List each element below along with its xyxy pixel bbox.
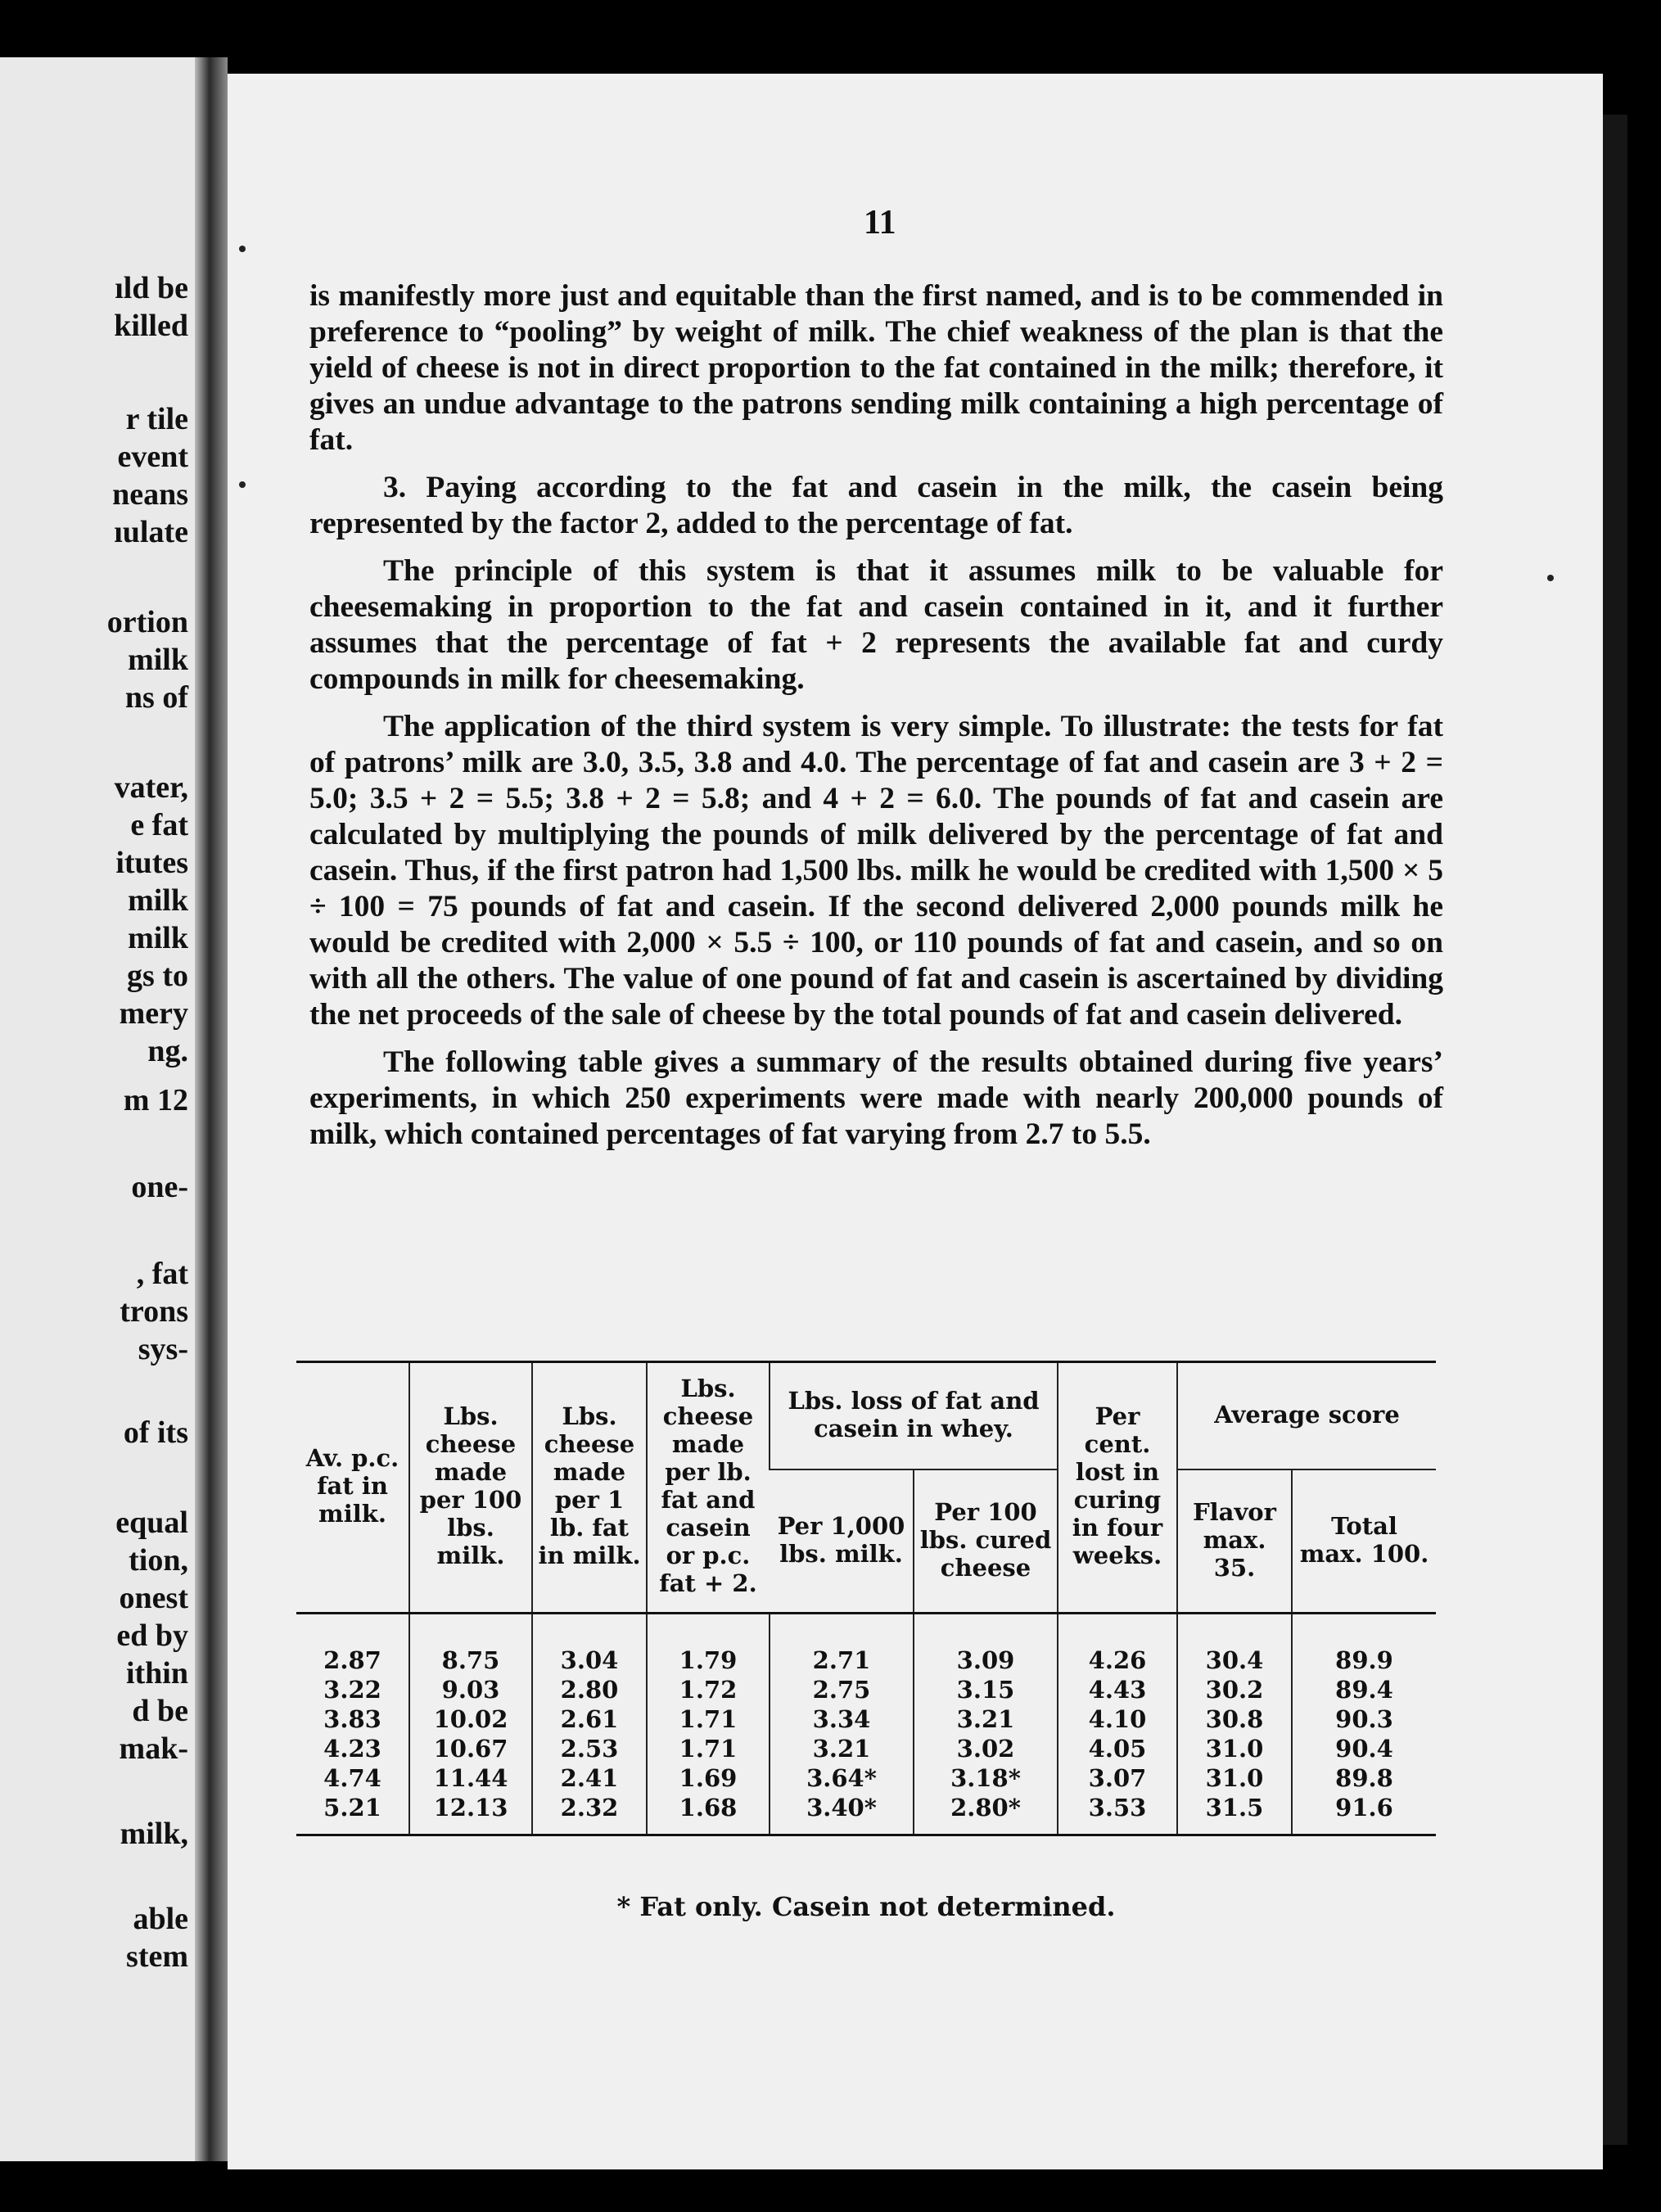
table-cell: 31.0: [1177, 1734, 1292, 1763]
left-page-line: mery: [119, 996, 188, 1031]
table-cell: 9.03: [409, 1675, 532, 1704]
paragraph: The following table gives a summary of the results obtained during five years’ experiments, in which 250 experiments were made with nearly 200,000 pounds of milk, which contained percentages of fat varying from 2.7 to 5.5.: [309, 1045, 1443, 1151]
table-cell: 3.83: [323, 1705, 381, 1733]
table-cell: 31.0: [1177, 1763, 1292, 1793]
table-cell: 30.4: [1177, 1614, 1292, 1676]
table-row: [296, 1734, 1436, 1763]
header-loss-per-1000: Per 1,000 lbs. milk.: [770, 1469, 914, 1613]
left-page-line: vater,: [114, 770, 188, 805]
left-page-line: milk: [128, 643, 188, 677]
header-lbs-cheese-per-1lb-fat: Lbs. cheese made per 1 lb. fat in milk.: [532, 1362, 647, 1614]
table-cell: 2.71: [770, 1614, 914, 1676]
table-cell: 4.05: [1058, 1734, 1177, 1763]
table-cell: 30.8: [1177, 1704, 1292, 1734]
header-av-pc-fat: Av. p.c. fat in milk.: [296, 1362, 409, 1614]
left-page-line: tion,: [129, 1543, 188, 1578]
left-page-line: killed: [114, 309, 188, 343]
table-row: [296, 1614, 1436, 1676]
table-cell: 1.71: [647, 1704, 770, 1734]
table-cell: 3.04: [532, 1614, 647, 1676]
left-page-line: milk: [128, 921, 188, 955]
table-cell: 3.15: [914, 1675, 1058, 1704]
table-cell: 1.71: [647, 1734, 770, 1763]
left-page-line: , fat: [136, 1257, 188, 1291]
table-cell: 11.44: [409, 1763, 532, 1793]
table-cell: 4.10: [1058, 1704, 1177, 1734]
table-cell: 90.3: [1292, 1704, 1436, 1734]
table-cell: 2.80: [532, 1675, 647, 1704]
left-page-line: sys-: [138, 1332, 188, 1366]
table-cell: 10.67: [409, 1734, 532, 1763]
table-cell: 2.32: [532, 1793, 647, 1835]
left-page-line: gs to: [127, 959, 188, 993]
table-cell: 2.87: [323, 1646, 381, 1674]
left-page-line: ithin: [125, 1656, 188, 1691]
left-page-line: d be: [132, 1694, 188, 1728]
table-cell: 4.23: [323, 1735, 381, 1763]
table-cell: 3.53: [1058, 1793, 1177, 1835]
header-total: Total max. 100.: [1292, 1469, 1436, 1613]
left-page-line: milk: [128, 883, 188, 918]
header-loss-per-100-cured: Per 100 lbs. cured cheese: [914, 1469, 1058, 1613]
left-page-line: m 12: [123, 1083, 188, 1117]
table-cell: 89.9: [1292, 1614, 1436, 1676]
table-cell: 1.79: [647, 1614, 770, 1676]
table-cell: 89.4: [1292, 1675, 1436, 1704]
page-number: 11: [864, 204, 896, 242]
table-cell: 3.64*: [770, 1763, 914, 1793]
header-loss-group: Lbs. loss of fat and casein in whey.: [770, 1362, 1058, 1470]
table-cell: 8.75: [409, 1614, 532, 1676]
table-cell: 3.21: [914, 1704, 1058, 1734]
left-page-line: ng.: [147, 1034, 188, 1068]
table-cell: 2.41: [532, 1763, 647, 1793]
page-edge-shadow: [1603, 115, 1627, 2145]
left-page-line: onest: [119, 1581, 188, 1615]
table-cell: 3.21: [770, 1734, 914, 1763]
left-page-line: r tile: [125, 402, 188, 436]
table-cell: 2.53: [532, 1734, 647, 1763]
table-cell: 10.02: [409, 1704, 532, 1734]
table-cell: 30.2: [1177, 1675, 1292, 1704]
table-cell: 4.74: [323, 1764, 381, 1792]
left-page-line: equal: [115, 1506, 188, 1540]
paragraph: 3. Paying according to the fat and casein in the milk, the casein being represented by the factor 2, added to the percentage of fat.: [309, 471, 1443, 540]
left-page-line: itutes: [115, 846, 188, 880]
table-cell: 2.80*: [914, 1793, 1058, 1835]
table-row: [296, 1675, 1436, 1704]
left-page-line: ıld be: [115, 271, 188, 305]
table-cell: 3.07: [1058, 1763, 1177, 1793]
header-per-cent-lost: Per cent. lost in curing in four weeks.: [1058, 1362, 1177, 1614]
paragraph: The principle of this system is that it assumes milk to be valuable for cheesemaking in proportion to the fat and casein contained in it, and it further assumes that the percentage of fat + 2 represents the available fat and curdy compounds in milk for cheesemaking.: [309, 554, 1443, 696]
table-cell: 1.72: [647, 1675, 770, 1704]
book-gutter: [195, 57, 228, 2161]
left-page-line: ortion: [106, 605, 188, 639]
table-body: [296, 1614, 1436, 1835]
left-page-line: stem: [126, 1939, 188, 1974]
body-text: [309, 278, 1443, 1164]
left-page-line: mak-: [119, 1731, 188, 1766]
table-cell: 3.40*: [770, 1793, 914, 1835]
header-flavor: Flavor max. 35.: [1177, 1469, 1292, 1613]
table-cell: 3.18*: [914, 1763, 1058, 1793]
table-cell: 3.09: [914, 1614, 1058, 1676]
table-cell: 1.69: [647, 1763, 770, 1793]
table-cell: 12.13: [409, 1793, 532, 1835]
table-cell: 2.75: [770, 1675, 914, 1704]
results-table: [296, 1361, 1436, 1836]
header-lbs-cheese-per-fat-casein: Lbs. cheese made per lb. fat and casein or p.c. fat + 2.: [647, 1362, 770, 1614]
left-page-line: ed by: [116, 1618, 188, 1653]
table-cell: 5.21: [296, 1793, 409, 1835]
table-cell: 91.6: [1292, 1793, 1436, 1835]
table-cell: 3.02: [914, 1734, 1058, 1763]
left-page-fragment: [0, 57, 195, 2161]
left-page-line: trons: [120, 1294, 188, 1329]
left-page-line: ıulate: [114, 515, 188, 549]
table-cell: 4.43: [1058, 1675, 1177, 1704]
table-cell: 90.4: [1292, 1734, 1436, 1763]
header-score-group: Average score: [1177, 1362, 1436, 1470]
paragraph: is manifestly more just and equitable than the first named, and is to be commended in preference to “pooling” by weight of milk. The chief weakness of the plan is that the yield of cheese is not in direct proportion to the fat contained in the milk; therefore, it gives an undue advantage to the patrons sending milk containing a high percentage of fat.: [309, 279, 1443, 457]
table-row: [296, 1704, 1436, 1734]
left-page-line: able: [133, 1902, 188, 1936]
header-lbs-cheese-per-100: Lbs. cheese made per 100 lbs. milk.: [409, 1362, 532, 1614]
table-cell: 3.34: [770, 1704, 914, 1734]
left-page-line: neans: [112, 477, 188, 512]
left-page-line: one-: [131, 1170, 188, 1204]
table-cell: 1.68: [647, 1793, 770, 1835]
table-cell: 89.8: [1292, 1763, 1436, 1793]
paragraph: The application of the third system is very simple. To illustrate: the tests for fat of patrons’ milk are 3.0, 3.5, 3.8 and 4.0. The percentage of fat and casein are 3 + 2 = 5.0; 3.5 + 2 = 5.5; 3.8 + 2 = 5.8; and 4 + 2 = 6.0. The pounds of fat and casein are calculated by multiplying the pounds of milk delivered by the percentage of fat and casein. Thus, if the first patron had 1,500 lbs. milk he would be credited with 1,500 × 5 ÷ 100 = 75 pounds of fat and casein. If the second delivered 2,000 pounds milk he would be credited with 2,000 × 5.5 ÷ 100, or 110 pounds of fat and casein, and so on with all the others. The value of one pound of fat and casein is ascertained by dividing the net proceeds of the sale of cheese by the total pounds of fat and casein delivered.: [309, 710, 1443, 1032]
table-cell: 2.61: [532, 1704, 647, 1734]
table-cell: 3.22: [323, 1676, 381, 1704]
footnote: * Fat only. Casein not determined.: [616, 1891, 1116, 1922]
table-row: [296, 1763, 1436, 1793]
table-row: [296, 1793, 1436, 1835]
left-page-line: event: [117, 440, 188, 474]
left-page-line: ns of: [124, 680, 188, 715]
table-cell: 31.5: [1177, 1793, 1292, 1835]
left-page-line: of its: [123, 1415, 188, 1450]
left-page-line: e fat: [130, 808, 188, 842]
table-cell: 4.26: [1058, 1614, 1177, 1676]
left-page-line: milk,: [120, 1817, 188, 1851]
